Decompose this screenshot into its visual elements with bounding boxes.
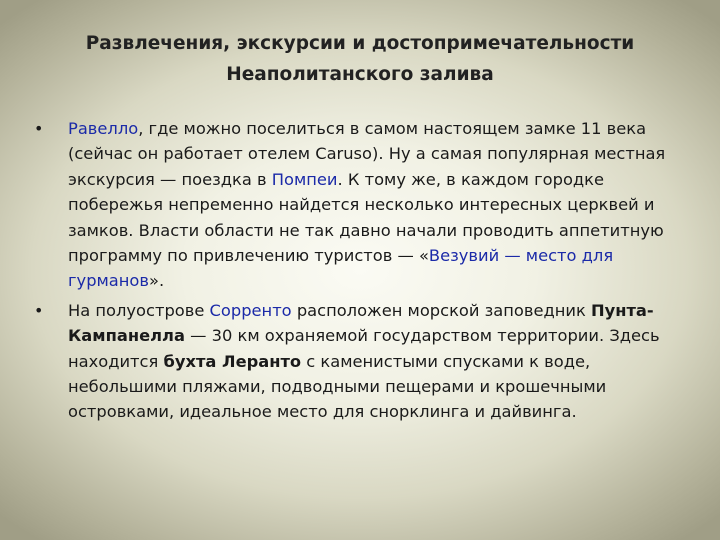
link-ravello[interactable]: Равелло xyxy=(68,119,139,138)
ieranto-bay: бухта Леранто xyxy=(163,351,302,371)
punta-campanella: Пунта-Кампанелла xyxy=(68,300,654,346)
slide-title xyxy=(40,28,680,90)
title-line-2: Неаполитанского залива xyxy=(226,64,494,85)
bullet-marker: • xyxy=(34,119,44,138)
ravello-text-3: ». xyxy=(149,271,165,291)
bullet-marker: • xyxy=(34,300,44,320)
sorrento-text-1: На полуострове xyxy=(68,300,210,320)
bullet-list xyxy=(34,116,674,429)
link-sorrento[interactable]: Сорренто xyxy=(209,300,292,320)
sorrento-text-3: — 30 км охраняемой государством территории. Здесь находится xyxy=(68,326,660,371)
ravello-text-1: , где можно поселиться в самом настоящем замке 11 века (сейчас он работает отелем Caruso). Ну а самая популярная местная экскурсия — поездка в xyxy=(68,119,666,189)
bullet-item-sorrento xyxy=(34,298,674,425)
sorrento-text-4: с каменистыми спусками к воде, небольшими пляжами, подводными пещерами и крошечными островками, идеальное место для снорклинга и дайвинга. xyxy=(68,351,607,422)
link-pompei[interactable]: Помпеи xyxy=(271,169,338,189)
link-vesuvius[interactable]: Везувий — место для гурманов xyxy=(68,246,614,291)
title-line-1: Развлечения, экскурсии и достопримечательности xyxy=(85,33,635,54)
sorrento-text-2: расположен морской заповедник xyxy=(291,300,591,320)
bullet-item-ravello xyxy=(34,116,674,294)
ravello-text-2: . К тому же, в каждом городке побережья непременно найдется несколько интересных церквей и замков. Власти области не так давно начали проводить аппетитную программу по привлечению туристов — « xyxy=(68,169,664,266)
